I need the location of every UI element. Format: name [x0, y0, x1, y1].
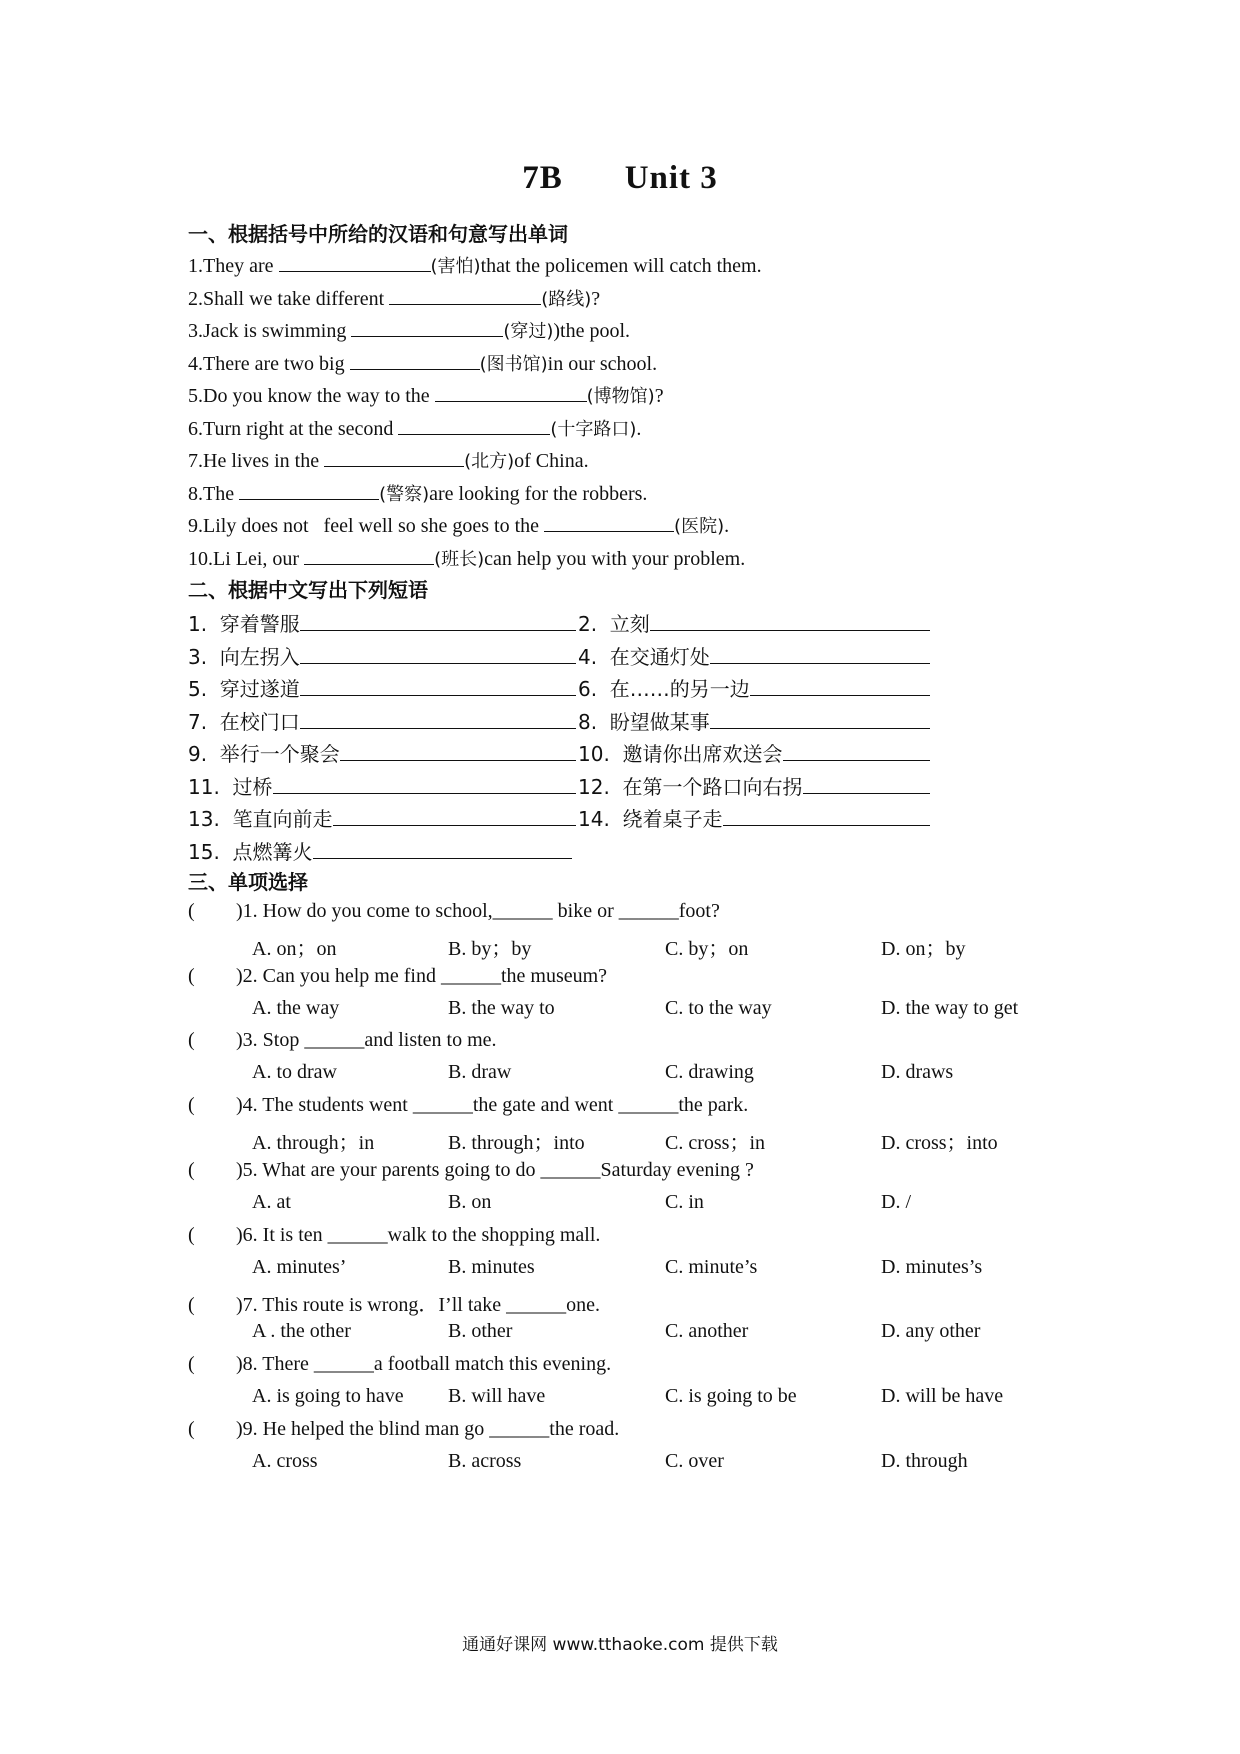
option-c[interactable]: C. drawing: [665, 1061, 754, 1084]
phrase-item: [578, 608, 930, 637]
chinese-hint: (博物馆): [586, 386, 655, 407]
chinese-hint: (害怕): [430, 256, 481, 277]
phrase-item: [578, 738, 930, 767]
item-prompt: 6.Turn right at the second: [188, 417, 399, 440]
chinese-hint: (警察): [379, 483, 430, 505]
option-c[interactable]: C. is going to be: [665, 1384, 797, 1407]
question: [188, 1094, 748, 1117]
fill-in-item: [188, 317, 630, 343]
item-prompt: 1.They are: [188, 255, 279, 277]
option-d[interactable]: D. cross；into: [881, 1132, 998, 1155]
chinese-hint: (图书馆): [479, 353, 548, 375]
option-a[interactable]: A. the way: [252, 996, 340, 1019]
option-a[interactable]: A. minutes’: [252, 1255, 347, 1278]
item-rest: )the pool.: [553, 320, 631, 342]
answer-blank[interactable]: [435, 383, 587, 402]
item-rest: can help you with your problem.: [484, 547, 746, 570]
phrase-item: [188, 608, 576, 637]
answer-blank[interactable]: [398, 416, 550, 435]
answer-line[interactable]: [300, 643, 576, 664]
answer-line[interactable]: [340, 740, 576, 761]
answer-paren[interactable]: (: [188, 1417, 195, 1440]
item-prompt: 9.Lily does not feel well so she goes to the: [188, 515, 545, 537]
option-d[interactable]: D. on；by: [881, 938, 966, 960]
question-text: )8. There ______a football match this evening.: [236, 1352, 612, 1375]
option-a[interactable]: A. at: [252, 1190, 291, 1213]
option-b[interactable]: B. will have: [448, 1384, 546, 1407]
answer-line[interactable]: [650, 610, 930, 631]
option-b[interactable]: B. by；by: [448, 938, 532, 960]
answer-paren[interactable]: (: [188, 1352, 195, 1375]
answer-line[interactable]: [300, 675, 576, 696]
answer-blank[interactable]: [351, 318, 503, 337]
answer-blank[interactable]: [350, 351, 480, 370]
phrase-label: 9. 举行一个聚会: [188, 742, 340, 766]
fill-in-item: [188, 285, 600, 311]
answer-blank[interactable]: [279, 253, 431, 272]
question-text: )4. The students went ______the gate and went ______the park.: [236, 1094, 749, 1117]
answer-line[interactable]: [300, 708, 576, 729]
phrase-item: [188, 673, 576, 702]
chinese-hint: (十字路口): [550, 418, 637, 440]
question-text: )3. Stop ______and listen to me.: [236, 1029, 497, 1052]
footer-credit: 通通好课网 www.tthaoke.com 提供下载: [462, 1635, 778, 1655]
phrase-label: 15. 点燃篝火: [188, 839, 313, 864]
phrase-item: [578, 771, 930, 800]
question: [188, 1288, 600, 1317]
phrase-item: [188, 803, 576, 832]
option-a[interactable]: A. is going to have: [252, 1384, 404, 1407]
option-a[interactable]: A. cross: [252, 1449, 318, 1472]
item-rest: of China.: [514, 450, 589, 472]
question: [188, 1159, 754, 1182]
option-a[interactable]: A. through；in: [252, 1132, 375, 1155]
fill-in-item: [188, 415, 641, 441]
phrase-label: 8. 盼望做某事: [578, 709, 710, 734]
option-b[interactable]: B. minutes: [448, 1255, 535, 1278]
option-d[interactable]: D. /: [881, 1190, 911, 1213]
phrase-item: [188, 771, 576, 800]
phrase-label: 13. 笔直向前走: [188, 807, 333, 831]
option-b[interactable]: B. other: [448, 1320, 513, 1343]
option-b[interactable]: B. on: [448, 1190, 492, 1213]
answer-line[interactable]: [313, 838, 572, 859]
option-a[interactable]: A. on；on: [252, 938, 337, 960]
fill-in-item: [188, 350, 657, 376]
answer-line[interactable]: [300, 610, 576, 631]
answer-blank[interactable]: [239, 481, 379, 500]
option-d[interactable]: D. draws: [881, 1061, 954, 1084]
fill-in-item: [188, 480, 647, 506]
option-c[interactable]: C. in: [665, 1190, 704, 1213]
chinese-hint: (穿过): [503, 321, 554, 342]
answer-blank[interactable]: [304, 546, 434, 565]
phrase-label: 11. 过桥: [188, 774, 273, 799]
item-prompt: 10.Li Lei, our: [188, 547, 305, 570]
option-d[interactable]: D. through: [881, 1449, 968, 1472]
question: [188, 1353, 611, 1376]
chinese-hint: (路线): [541, 288, 592, 310]
phrase-item: [188, 706, 576, 735]
option-d[interactable]: D. minutes’s: [881, 1255, 983, 1278]
phrase-label: 2. 立刻: [578, 612, 650, 636]
answer-paren[interactable]: (: [188, 1029, 195, 1052]
option-d[interactable]: D. will be have: [881, 1384, 1004, 1407]
option-d[interactable]: D. the way to get: [881, 996, 1019, 1019]
answer-line[interactable]: [710, 643, 930, 664]
phrase-item: [188, 641, 576, 670]
chinese-hint: (班长): [434, 548, 485, 570]
question: [188, 1418, 619, 1441]
item-prompt: 5.Do you know the way to the: [188, 385, 435, 407]
option-c[interactable]: C. another: [665, 1320, 749, 1343]
fill-in-item: [188, 512, 729, 538]
chinese-hint: (医院): [674, 516, 725, 537]
section1-heading: 一、根据括号中所给的汉语和句意写出单词: [188, 222, 568, 246]
item-rest: ?: [591, 287, 601, 310]
phrase-item: [188, 738, 576, 767]
option-c[interactable]: C. cross；in: [665, 1132, 765, 1155]
option-d[interactable]: D. any other: [881, 1320, 981, 1343]
answer-blank[interactable]: [389, 286, 541, 305]
fill-in-item: [188, 447, 589, 473]
option-b[interactable]: B. the way to: [448, 996, 555, 1019]
option-b[interactable]: B. across: [448, 1449, 522, 1472]
question: [188, 965, 607, 988]
answer-line[interactable]: [783, 740, 930, 761]
phrase-label: 10. 邀请你出席欢送会: [578, 742, 783, 766]
answer-line[interactable]: [333, 805, 576, 826]
answer-blank[interactable]: [324, 448, 464, 467]
phrase-label: 6. 在……的另一边: [578, 677, 750, 701]
option-c[interactable]: C. by；on: [665, 938, 749, 960]
answer-line[interactable]: [723, 805, 930, 826]
item-prompt: 3.Jack is swimming: [188, 320, 352, 342]
phrase-item: [188, 836, 572, 865]
item-rest: that the policemen will catch them.: [480, 255, 762, 277]
question: [188, 1029, 497, 1052]
option-a[interactable]: A . the other: [252, 1320, 351, 1343]
question-text: )6. It is ten ______walk to the shopping mall.: [236, 1223, 601, 1246]
answer-blank[interactable]: [544, 513, 674, 532]
question-text: )7. This route is wrong．I’ll take ______one.: [236, 1294, 601, 1317]
phrase-item: [578, 641, 930, 670]
answer-paren[interactable]: (: [188, 900, 195, 922]
answer-paren[interactable]: (: [188, 1158, 195, 1181]
answer-line[interactable]: [710, 708, 930, 729]
question-text: )2. Can you help me find ______the museum?: [236, 964, 608, 987]
option-c[interactable]: C. to the way: [665, 996, 772, 1019]
item-rest: .: [724, 515, 730, 537]
question: [188, 900, 720, 923]
fill-in-item: [188, 252, 762, 278]
option-a[interactable]: A. to draw: [252, 1061, 337, 1084]
phrase-item: [578, 706, 930, 735]
answer-paren[interactable]: (: [188, 964, 195, 987]
phrase-item: [578, 673, 930, 702]
option-c[interactable]: C. over: [665, 1449, 724, 1472]
answer-line[interactable]: [803, 773, 930, 794]
item-rest: ?: [654, 385, 664, 407]
item-prompt: 4.There are two big: [188, 352, 350, 375]
title-grade: 7B: [522, 160, 563, 196]
phrase-label: 14. 绕着桌子走: [578, 807, 723, 831]
question-text: )1. How do you come to school,______ bike or ______foot?: [236, 900, 720, 922]
answer-paren[interactable]: (: [188, 1223, 195, 1246]
phrase-label: 1. 穿着警服: [188, 612, 300, 636]
question: [188, 1224, 600, 1247]
option-c[interactable]: C. minute’s: [665, 1255, 758, 1278]
fill-in-item: [188, 382, 664, 408]
item-rest: .: [636, 417, 642, 440]
section2-heading: 二、根据中文写出下列短语: [188, 578, 428, 602]
section3-heading: 三、单项选择: [188, 870, 308, 894]
answer-line[interactable]: [273, 773, 576, 794]
phrase-item: [578, 803, 930, 832]
item-prompt: 2.Shall we take different: [188, 287, 390, 310]
page-title: [0, 160, 1240, 197]
option-b[interactable]: B. through；into: [448, 1132, 585, 1155]
phrase-label: 12. 在第一个路口向右拐: [578, 774, 803, 799]
title-unit: Unit 3: [624, 160, 718, 196]
question-text: )5. What are your parents going to do ______Saturday evening ?: [236, 1158, 754, 1181]
fill-in-item: [188, 545, 745, 571]
item-prompt: 8.The: [188, 482, 240, 505]
chinese-hint: (北方): [464, 451, 515, 472]
item-rest: are looking for the robbers.: [429, 482, 648, 505]
phrase-label: 4. 在交通灯处: [578, 644, 710, 669]
question-text: )9. He helped the blind man go ______the road.: [236, 1417, 620, 1440]
phrase-label: 7. 在校门口: [188, 709, 300, 734]
phrase-label: 5. 穿过遂道: [188, 677, 300, 701]
phrase-label: 3. 向左拐入: [188, 644, 300, 669]
answer-line[interactable]: [750, 675, 930, 696]
answer-paren[interactable]: (: [188, 1294, 195, 1317]
answer-paren[interactable]: (: [188, 1094, 195, 1117]
option-b[interactable]: B. draw: [448, 1061, 512, 1084]
item-rest: in our school.: [547, 352, 658, 375]
item-prompt: 7.He lives in the: [188, 450, 325, 472]
